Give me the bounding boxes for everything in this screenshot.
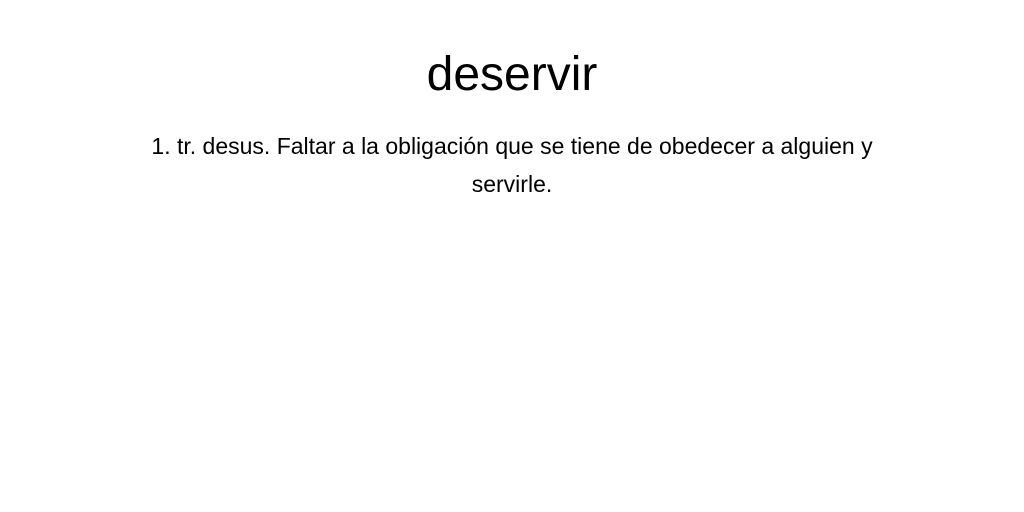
entry-definition: 1. tr. desus. Faltar a la obligación que se tiene de obedecer a alguien y servirle. xyxy=(151,133,873,197)
entry-term: deservir xyxy=(426,48,598,101)
